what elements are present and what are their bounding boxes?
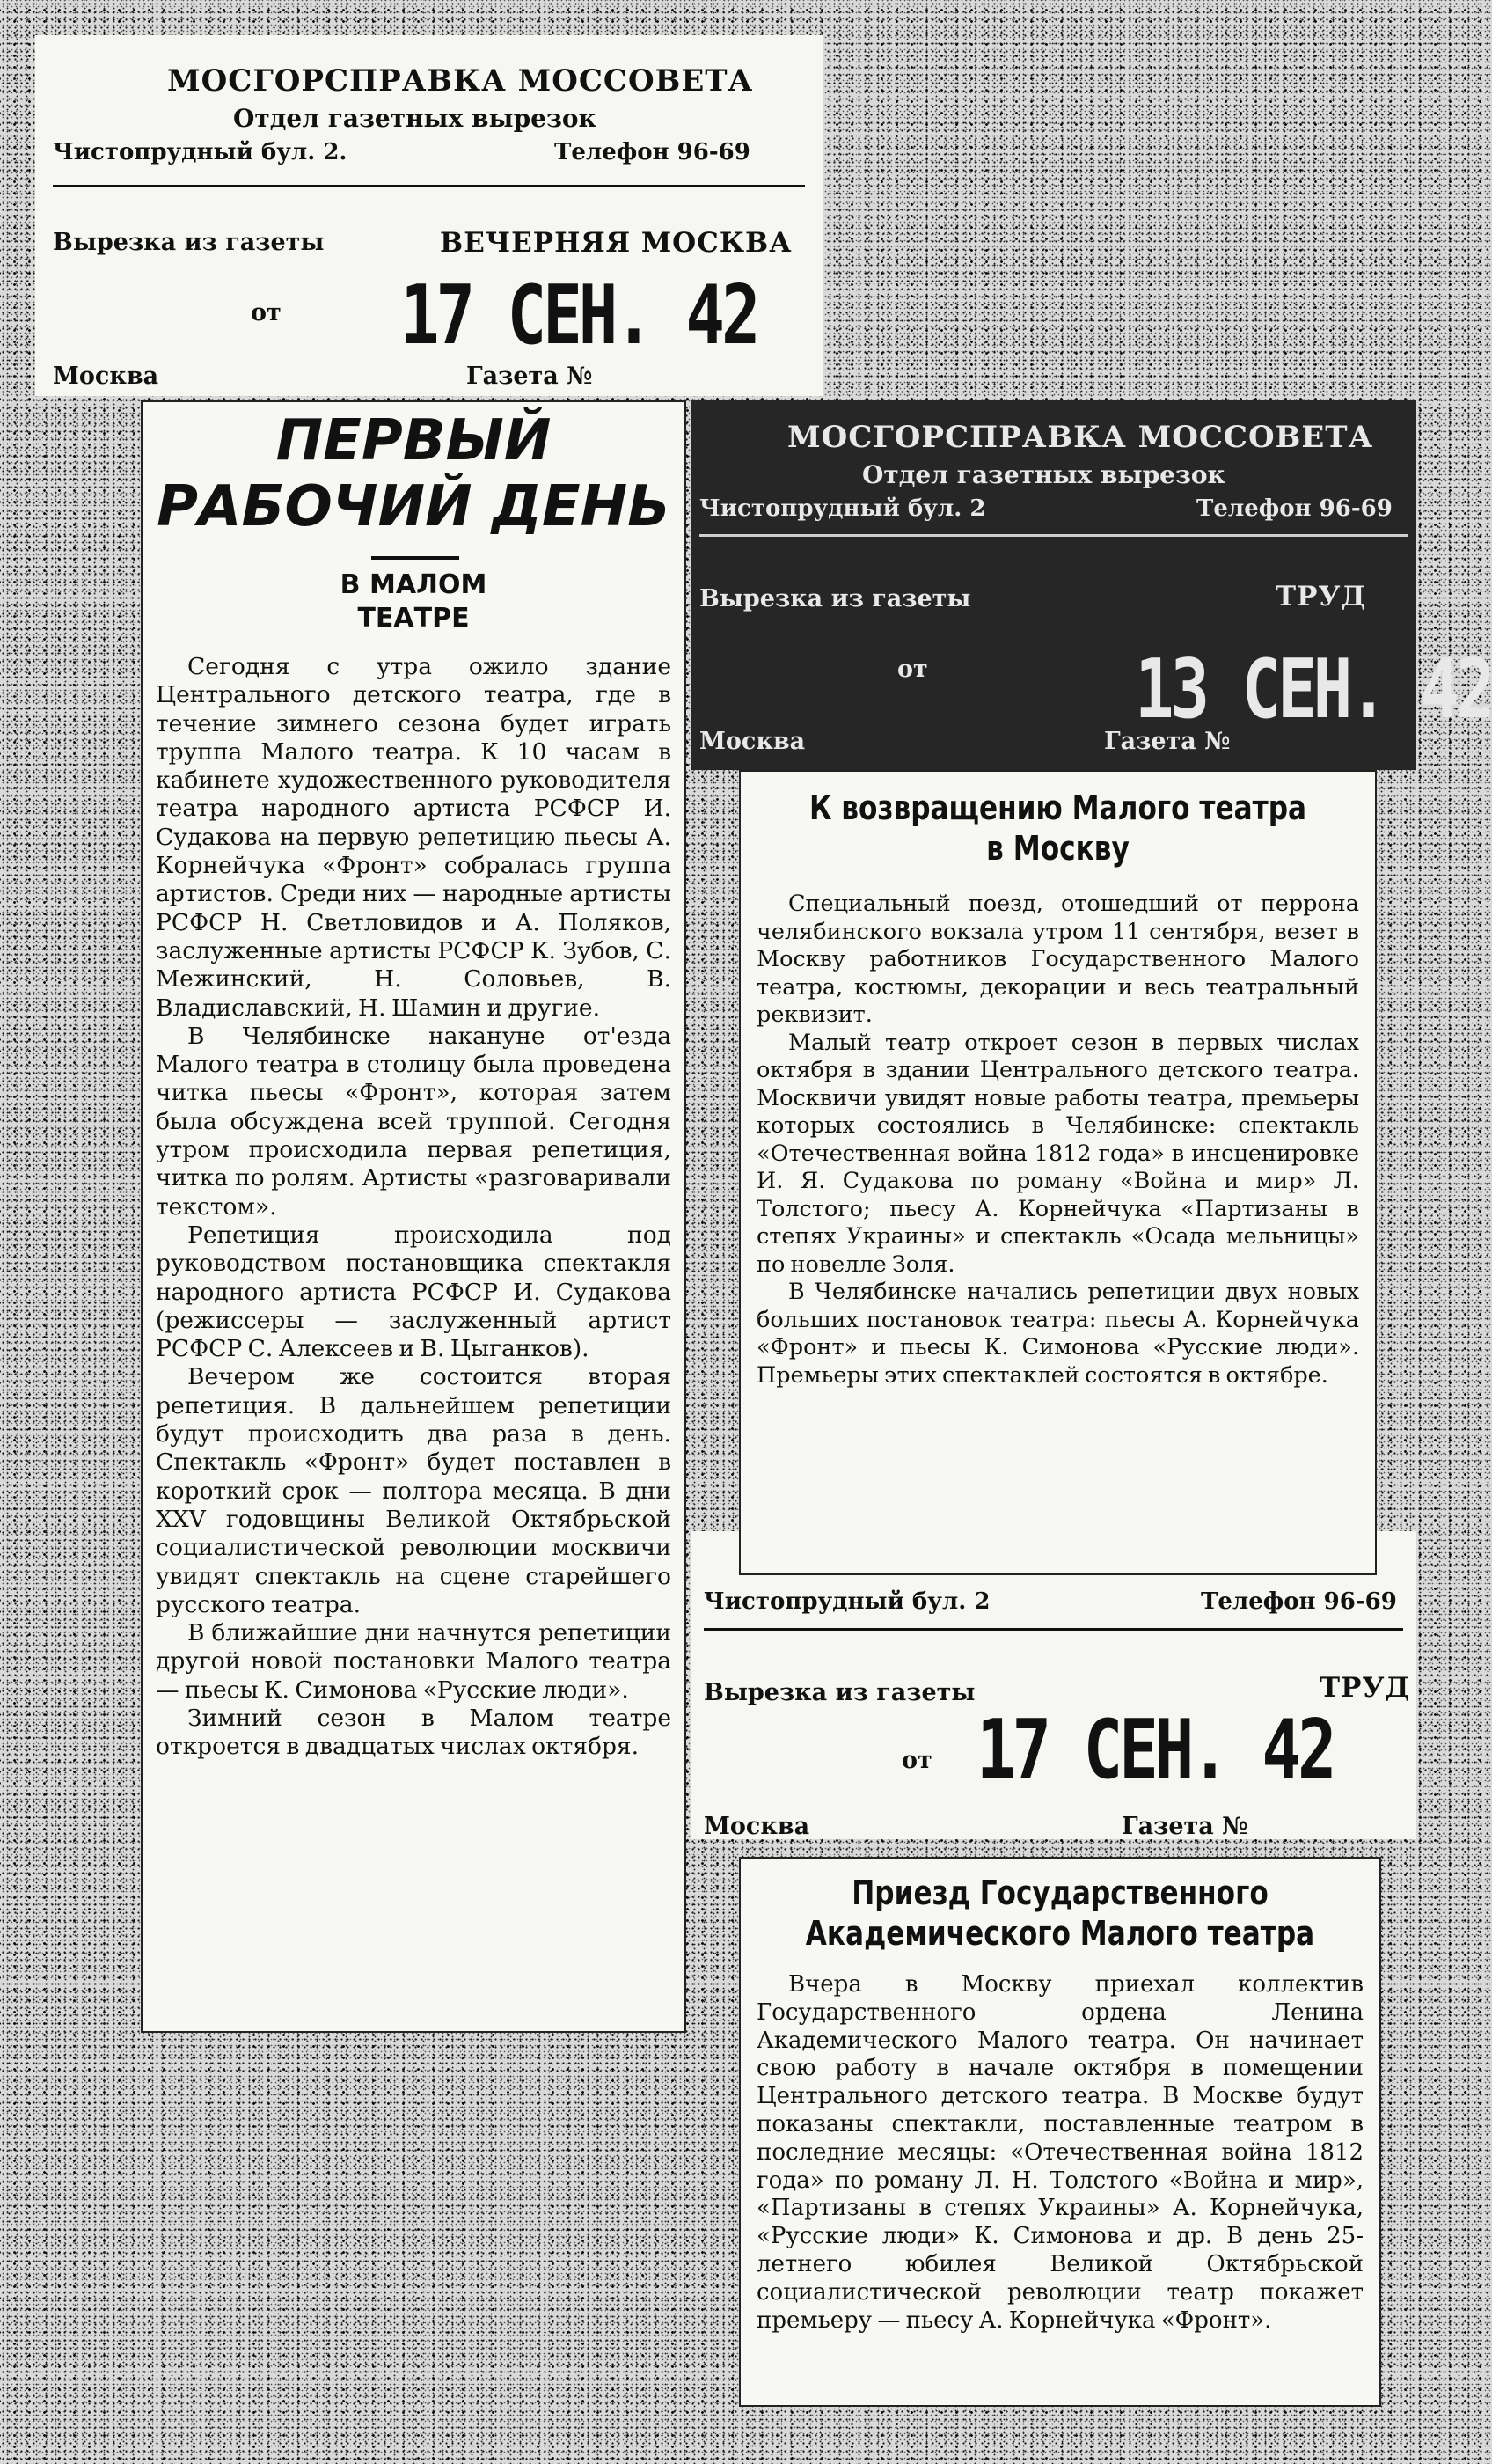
date-stamp: 17 СЕН. 42: [400, 268, 757, 363]
paragraph: Зимний сезон в Малом театре откроется в двадцатых числах октября.: [156, 1704, 671, 1761]
headline-line-2: РАБОЧИЙ ДЕНЬ: [157, 474, 670, 539]
paragraph: Вчера в Москву приехал коллектив Государственного ордена Ленина Академического Малого театра. Он начинает свою работу в начале октября в помещении Центрального детского театра. В Москве будут показаны спектакли, поставленные театром в последние месяцы: «Отечественная война 1812 года» по роману Л. Н. Толстого «Война и мир», «Партизаны в степях Украины» А. Корнейчука, «Русские люди» К. Симонова и др. В день 25-летнего юбилея Великой Октябрьской социалистической революции театр покажет премьеру — пьесу А. Корнейчука «Фронт».: [757, 1971, 1364, 2334]
article-first-working-day: [141, 400, 686, 2033]
article-body: [757, 1971, 1364, 2335]
paragraph: В ближайшие дни начнутся репетиции другой новой постановки Малого театра — пьесы К. Симонова «Русские люди».: [156, 1619, 671, 1704]
city-label: Москва: [704, 1813, 810, 1840]
issue-label: Газета №: [466, 363, 593, 390]
date-label: от: [897, 656, 928, 683]
paragraph: Репетиция происходила под руководством постановщика спектакля народного артиста РСФСР И. Судакова (режиссеры — заслуженный артист РСФСР С. Алексеев и В. Цыганков).: [156, 1221, 671, 1363]
clipping-slip-trud-2: [691, 1531, 1416, 1839]
date-stamp: 13 СЕН. 42: [1135, 642, 1492, 737]
clipping-slip-trud-1: [691, 400, 1492, 770]
bureau-name: МОСГОРСПРАВКА МОССОВЕТА: [167, 63, 754, 99]
subhead-line-2: ТЕАТРЕ: [357, 603, 470, 634]
article-return-maly-theatre: [739, 770, 1377, 1575]
address: Чистопрудный бул. 2: [704, 1588, 991, 1615]
paragraph: Сегодня с утра ожило здание Центрального детского театра, где в течение зимнего сезона будет играть труппа Малого театра. К 10 часам в кабинете художественного руководителя театра народного артиста РСФСР И. Судакова на первую репетицию пьесы А. Корнейчука «Фронт» собралась группа артистов. Среди них — народные артисты РСФСР Н. Светловидов и А. Поляков, заслуженные артисты РСФСР К. Зубов, С. Межинский, Н. Соловьев, В. Владиславский, Н. Шамин и другие.: [156, 653, 671, 1022]
article-body: [757, 891, 1359, 1390]
phone: Телефон 96-69: [1201, 1588, 1397, 1615]
paragraph: Специальный поезд, отошедший от перрона челябинского вокзала утром 11 сентября, везет в Москву работников Государственного Малого театра, костюмы, декорации и весь театральный реквизит.: [757, 891, 1359, 1028]
headline-line-1: Приезд Государственного: [852, 1874, 1269, 1912]
headline-line-2: в Москву: [986, 829, 1130, 868]
headline-rule: [371, 556, 459, 560]
subhead-line-1: В МАЛОМ: [340, 569, 487, 600]
paragraph: В Челябинске накануне от'езда Малого театра в столицу была проведена читка пьесы «Фронт», которая затем была обсуждена всей труппой. Сегодня утром происходила первая репетиция, читка по ролям. Артисты «разговаривали текстом».: [156, 1022, 671, 1221]
phone: Телефон 96-69: [1196, 495, 1393, 522]
phone: Телефон 96-69: [554, 139, 750, 165]
paragraph: Вечером же состоится вторая репетиция. В дальнейшем репетиции будут происходить два раза в день. Спектакль «Фронт» будет поставлен в короткий срок — полтора месяца. В дни XXV годовщины Великой Октябрьской социалистической революции москвичи увидят спектакль на сцене старейшего русского театра.: [156, 1363, 671, 1618]
newspaper-name: ТРУД: [1276, 581, 1367, 612]
clip-label: Вырезка из газеты: [699, 585, 971, 612]
article-body: [156, 653, 671, 1762]
address: Чистопрудный бул. 2.: [53, 139, 347, 165]
divider: [699, 534, 1408, 537]
bureau-name: МОСГОРСПРАВКА МОССОВЕТА: [787, 420, 1374, 455]
headline-line-1: К возвращению Малого театра: [808, 788, 1307, 827]
headline-line-1: ПЕРВЫЙ: [275, 408, 552, 473]
city-label: Москва: [699, 728, 806, 755]
divider: [53, 185, 805, 187]
date-label: от: [251, 299, 282, 326]
address: Чистопрудный бул. 2: [699, 495, 986, 522]
department-name: Отдел газетных вырезок: [862, 460, 1225, 489]
clip-label: Вырезка из газеты: [53, 229, 325, 256]
clip-label: Вырезка из газеты: [704, 1679, 976, 1706]
date-label: от: [902, 1747, 933, 1774]
clipping-slip-vechernyaya-moskva: [35, 35, 823, 396]
date-stamp: 17 СЕН. 42: [976, 1703, 1334, 1798]
newspaper-name: ВЕЧЕРНЯЯ МОСКВА: [440, 227, 793, 259]
article-arrival-maly-theatre: [739, 1857, 1381, 2407]
city-label: Москва: [53, 363, 159, 390]
paragraph: Малый театр откроет сезон в первых числах октября в здании Центрального детского театра. Москвичи увидят новые работы театра, премьеры которых состоялись в Челябинске: спектакль «Отечественная война 1812 года» в инсценировке И. Я. Судакова по роману «Война и мир» Л. Толстого; пьесу А. Корнейчука «Партизаны в степях Украины» и спектакль «Осада мельницы» по новелле Золя.: [757, 1029, 1359, 1278]
divider: [704, 1628, 1403, 1631]
issue-label: Газета №: [1104, 728, 1231, 755]
headline-line-2: Академического Малого театра: [805, 1914, 1315, 1953]
paragraph: В Челябинске начались репетиции двух новых больших постановок театра: пьесы А. Корнейчука «Фронт» и пьесы К. Симонова «Русские люди». Премьеры этих спектаклей состоятся в октябре.: [757, 1279, 1359, 1389]
issue-label: Газета №: [1122, 1813, 1248, 1840]
department-name: Отдел газетных вырезок: [233, 104, 596, 133]
newspaper-name: ТРУД: [1320, 1672, 1411, 1704]
